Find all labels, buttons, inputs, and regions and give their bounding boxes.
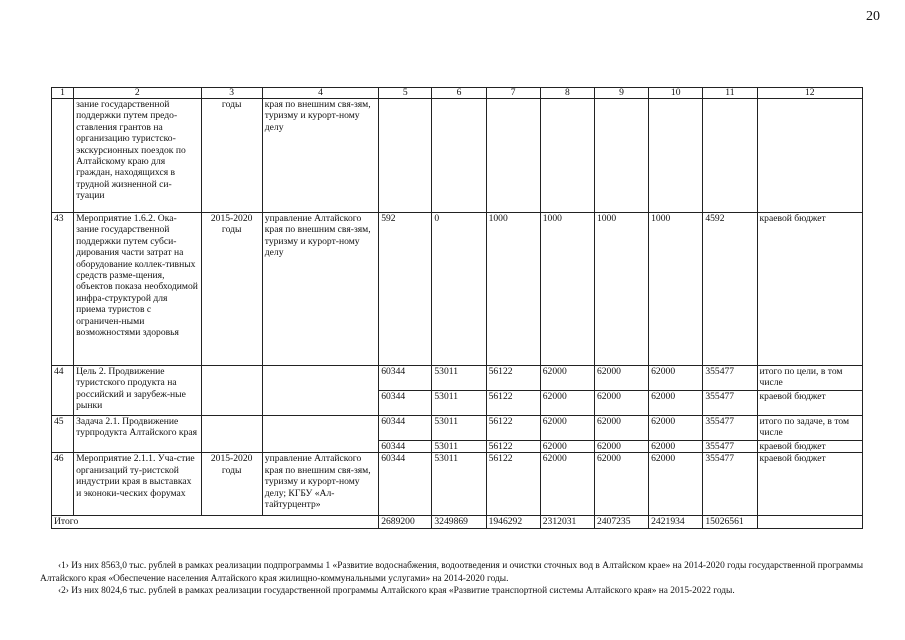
value-cell: 355477 xyxy=(703,391,757,416)
value-cell: 1000 xyxy=(594,213,648,366)
header-cell: 3 xyxy=(201,88,262,99)
source-cell: краевой бюджет xyxy=(757,391,863,416)
value-cell: 56122 xyxy=(486,453,540,516)
header-cell: 11 xyxy=(703,88,757,99)
value-cell: 62000 xyxy=(540,416,594,441)
value-cell: 56122 xyxy=(486,441,540,453)
value-cell: 355477 xyxy=(703,441,757,453)
footnotes xyxy=(40,560,880,598)
row-number: 44 xyxy=(52,366,74,416)
value-cell: 62000 xyxy=(649,416,703,441)
header-cell: 4 xyxy=(262,88,378,99)
row-number: 43 xyxy=(52,213,74,366)
value-cell xyxy=(703,99,757,213)
source-cell: краевой бюджет xyxy=(757,213,863,366)
value-cell: 60344 xyxy=(379,366,432,391)
item-executor xyxy=(262,416,378,453)
table-row xyxy=(52,213,863,366)
value-cell: 60344 xyxy=(379,416,432,441)
source-cell xyxy=(757,516,863,528)
value-cell: 60344 xyxy=(379,453,432,516)
source-cell xyxy=(757,99,863,213)
item-description: Мероприятие 2.1.1. Уча-стие организаций ту-ристской индустрии края в выставках и эконоки-ческих форумах xyxy=(74,453,201,516)
value-cell: 62000 xyxy=(649,366,703,391)
item-period: годы xyxy=(201,99,262,213)
value-cell: 1000 xyxy=(649,213,703,366)
value-cell: 53011 xyxy=(432,416,486,441)
value-cell: 62000 xyxy=(540,366,594,391)
footnote: ‹2› Из них 8024,6 тыс. рублей в рамках реализации государственной программы Алтайского края «Развитие транспортной системы Алтайского края» на 2015-2022 годы. xyxy=(58,586,735,597)
item-period: 2015-2020 годы xyxy=(201,453,262,516)
item-executor: края по внешним свя-зям, туризму и курорт-ному делу xyxy=(262,99,378,213)
value-cell: 53011 xyxy=(432,441,486,453)
value-cell: 355477 xyxy=(703,416,757,441)
header-cell: 2 xyxy=(74,88,201,99)
header-cell: 5 xyxy=(379,88,432,99)
total-value: 2421934 xyxy=(649,516,703,528)
value-cell xyxy=(649,99,703,213)
value-cell: 53011 xyxy=(432,366,486,391)
value-cell: 62000 xyxy=(594,391,648,416)
value-cell: 355477 xyxy=(703,453,757,516)
row-number xyxy=(52,99,74,213)
value-cell: 0 xyxy=(432,213,486,366)
item-executor: управление Алтайского края по внешним свя-зям, туризму и курорт-ному делу xyxy=(262,213,378,366)
header-cell: 10 xyxy=(649,88,703,99)
item-executor: управление Алтайского края по внешним свя-зям, туризму и курорт-ному делу; КГБУ «Ал-тайтурцентр» xyxy=(262,453,378,516)
value-cell: 62000 xyxy=(649,391,703,416)
header-cell: 7 xyxy=(486,88,540,99)
header-cell: 12 xyxy=(757,88,863,99)
header-cell: 9 xyxy=(594,88,648,99)
value-cell: 592 xyxy=(379,213,432,366)
source-cell: краевой бюджет xyxy=(757,453,863,516)
total-label: Итого xyxy=(52,516,379,528)
header-cell: 1 xyxy=(52,88,74,99)
item-period xyxy=(201,416,262,453)
value-cell: 62000 xyxy=(594,453,648,516)
total-value: 2689200 xyxy=(379,516,432,528)
total-value: 3249869 xyxy=(432,516,486,528)
value-cell xyxy=(594,99,648,213)
table-row xyxy=(52,416,863,441)
value-cell: 62000 xyxy=(540,441,594,453)
value-cell: 60344 xyxy=(379,391,432,416)
total-value: 15026561 xyxy=(703,516,757,528)
value-cell xyxy=(379,99,432,213)
value-cell: 62000 xyxy=(594,441,648,453)
total-row xyxy=(52,516,863,528)
value-cell: 56122 xyxy=(486,366,540,391)
value-cell xyxy=(486,99,540,213)
value-cell: 53011 xyxy=(432,391,486,416)
table-row xyxy=(52,453,863,516)
value-cell: 1000 xyxy=(486,213,540,366)
value-cell xyxy=(432,99,486,213)
value-cell: 62000 xyxy=(540,453,594,516)
value-cell: 1000 xyxy=(540,213,594,366)
row-number: 46 xyxy=(52,453,74,516)
source-cell: краевой бюджет xyxy=(757,441,863,453)
value-cell: 62000 xyxy=(594,416,648,441)
value-cell: 62000 xyxy=(594,366,648,391)
value-cell: 56122 xyxy=(486,391,540,416)
value-cell: 62000 xyxy=(649,453,703,516)
value-cell: 60344 xyxy=(379,441,432,453)
value-cell: 62000 xyxy=(649,441,703,453)
header-cell: 6 xyxy=(432,88,486,99)
header-row xyxy=(52,88,863,99)
value-cell: 62000 xyxy=(540,391,594,416)
table-row xyxy=(52,366,863,391)
value-cell: 355477 xyxy=(703,366,757,391)
value-cell: 4592 xyxy=(703,213,757,366)
item-description: Цель 2. Продвижение туристского продукта на российский и зарубеж-ные рынки xyxy=(74,366,201,416)
footnote: ‹1› Из них 8563,0 тыс. рублей в рамках реализации подпрограммы 1 «Развитие водоснабжения, водоотведения и очистки сточных вод в Алтайском крае» на 2014-2020 годы государственной программы Алтайского края «Обеспечение населения Алтайского края жилищно-коммунальными услугами» на 2014-2020 годы. xyxy=(40,561,863,584)
row-number: 45 xyxy=(52,416,74,453)
value-cell: 56122 xyxy=(486,416,540,441)
source-cell: итого по цели, в том числе xyxy=(757,366,863,391)
header-cell: 8 xyxy=(540,88,594,99)
item-description: зание государственной поддержки путем предо-ставления грантов на организацию туристско-экскурсионных поездок по Алтайскому краю для граждан, находящихся в трудной жизненной си-туации xyxy=(74,99,201,213)
item-executor xyxy=(262,366,378,416)
value-cell: 53011 xyxy=(432,453,486,516)
source-cell: итого по задаче, в том числе xyxy=(757,416,863,441)
total-value: 2312031 xyxy=(540,516,594,528)
item-description: Мероприятие 1.6.2. Ока-зание государственной поддержки путем субси-дирования части затрат на оборудование коллек-тивных средств разме-щения, объектов показа необходимой инфра-структурой для приема туристов с ограничен-ными возможностями здоровья xyxy=(74,213,201,366)
item-period: 2015-2020 годы xyxy=(201,213,262,366)
item-description: Задача 2.1. Продвижение турпродукта Алтайского края xyxy=(74,416,201,453)
value-cell xyxy=(540,99,594,213)
total-value: 2407235 xyxy=(594,516,648,528)
item-period xyxy=(201,366,262,416)
budget-table xyxy=(51,87,863,529)
total-value: 1946292 xyxy=(486,516,540,528)
table-row xyxy=(52,99,863,213)
page-number: 20 xyxy=(866,9,880,24)
